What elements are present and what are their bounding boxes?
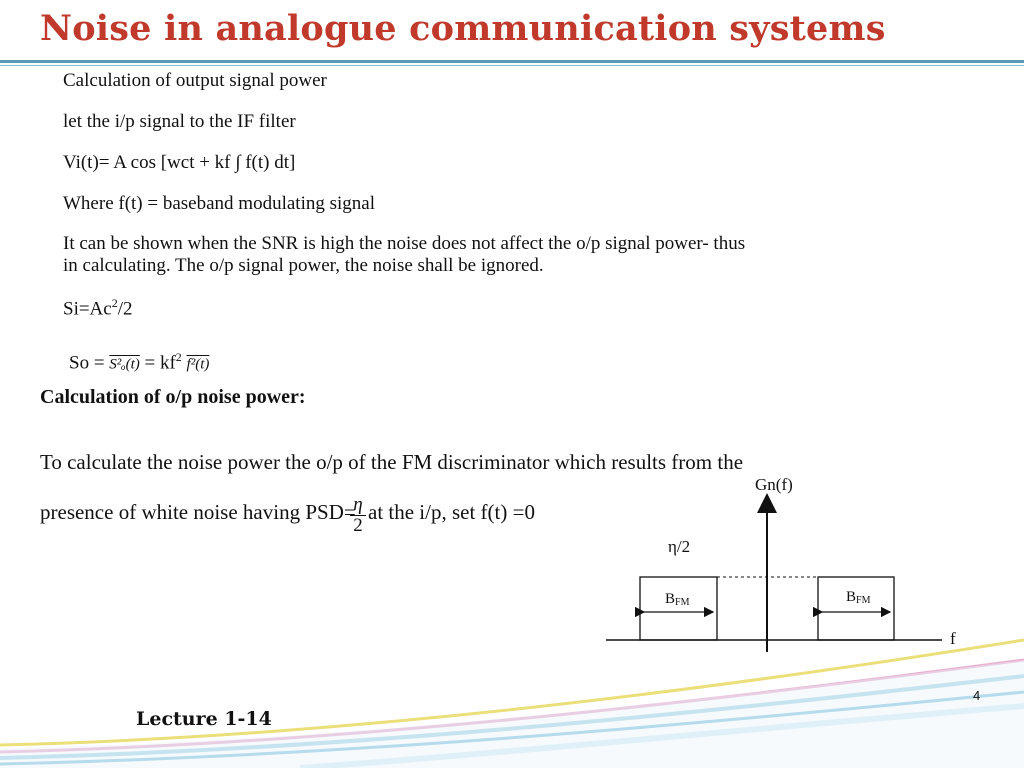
psd-fraction-numerator: η <box>350 495 366 516</box>
level-label: η/2 <box>668 537 691 556</box>
formula-si-sup: 2 <box>111 296 118 310</box>
right-band-box <box>818 577 894 640</box>
formula-si-prefix: Si=Ac <box>63 298 112 320</box>
formula-so-prefix: So = <box>69 352 110 374</box>
slide-title: Noise in analogue communication systems <box>40 8 886 49</box>
page-number: 4 <box>973 688 981 703</box>
paragraph-line-2a: presence of white noise having PSD= <box>40 500 356 524</box>
paragraph-line-1: To calculate the noise power the o/p of the FM discriminator which results from the <box>40 450 744 474</box>
right-band-label <box>846 589 871 606</box>
left-band-box <box>640 577 717 640</box>
formula-so-sup: 2 <box>175 350 182 364</box>
paragraph-line-2b: at the i/p, set f(t) =0 <box>368 500 535 524</box>
text-line-where: Where f(t) = baseband modulating signal <box>63 193 375 214</box>
text-line-snr-2: in calculating. The o/p signal power, the noise shall be ignored. <box>63 255 544 276</box>
left-band-label <box>665 591 690 608</box>
left-band-label-sub: FM <box>675 597 690 608</box>
text-line-output-power: Calculation of output signal power <box>63 70 327 91</box>
heading-noise-power: Calculation of o/p noise power: <box>40 386 306 408</box>
formula-so-term2: f²(t) <box>186 356 210 373</box>
psd-fraction-denominator: 2 <box>353 515 363 536</box>
formula-vi: Vi(t)= A cos [wct + kf ∫ f(t) dt] <box>63 152 296 173</box>
formula-so-mid: = kf <box>139 352 176 374</box>
footer-lecture-label: Lecture 1-14 <box>136 708 272 730</box>
right-band-label-sub: FM <box>856 595 871 606</box>
text-line-snr-1: It can be shown when the SNR is high the noise does not affect the o/p signal power- thus <box>63 233 746 254</box>
left-band-label-main: B <box>665 591 676 607</box>
formula-si-suffix: /2 <box>117 298 133 320</box>
text-line-input-signal: let the i/p signal to the IF filter <box>63 111 296 132</box>
y-axis-label: Gn(f) <box>755 475 793 494</box>
formula-so-term1: S²ₒ(t) <box>109 356 140 373</box>
right-band-label-main: B <box>846 589 857 605</box>
x-axis-label: f <box>950 629 956 648</box>
